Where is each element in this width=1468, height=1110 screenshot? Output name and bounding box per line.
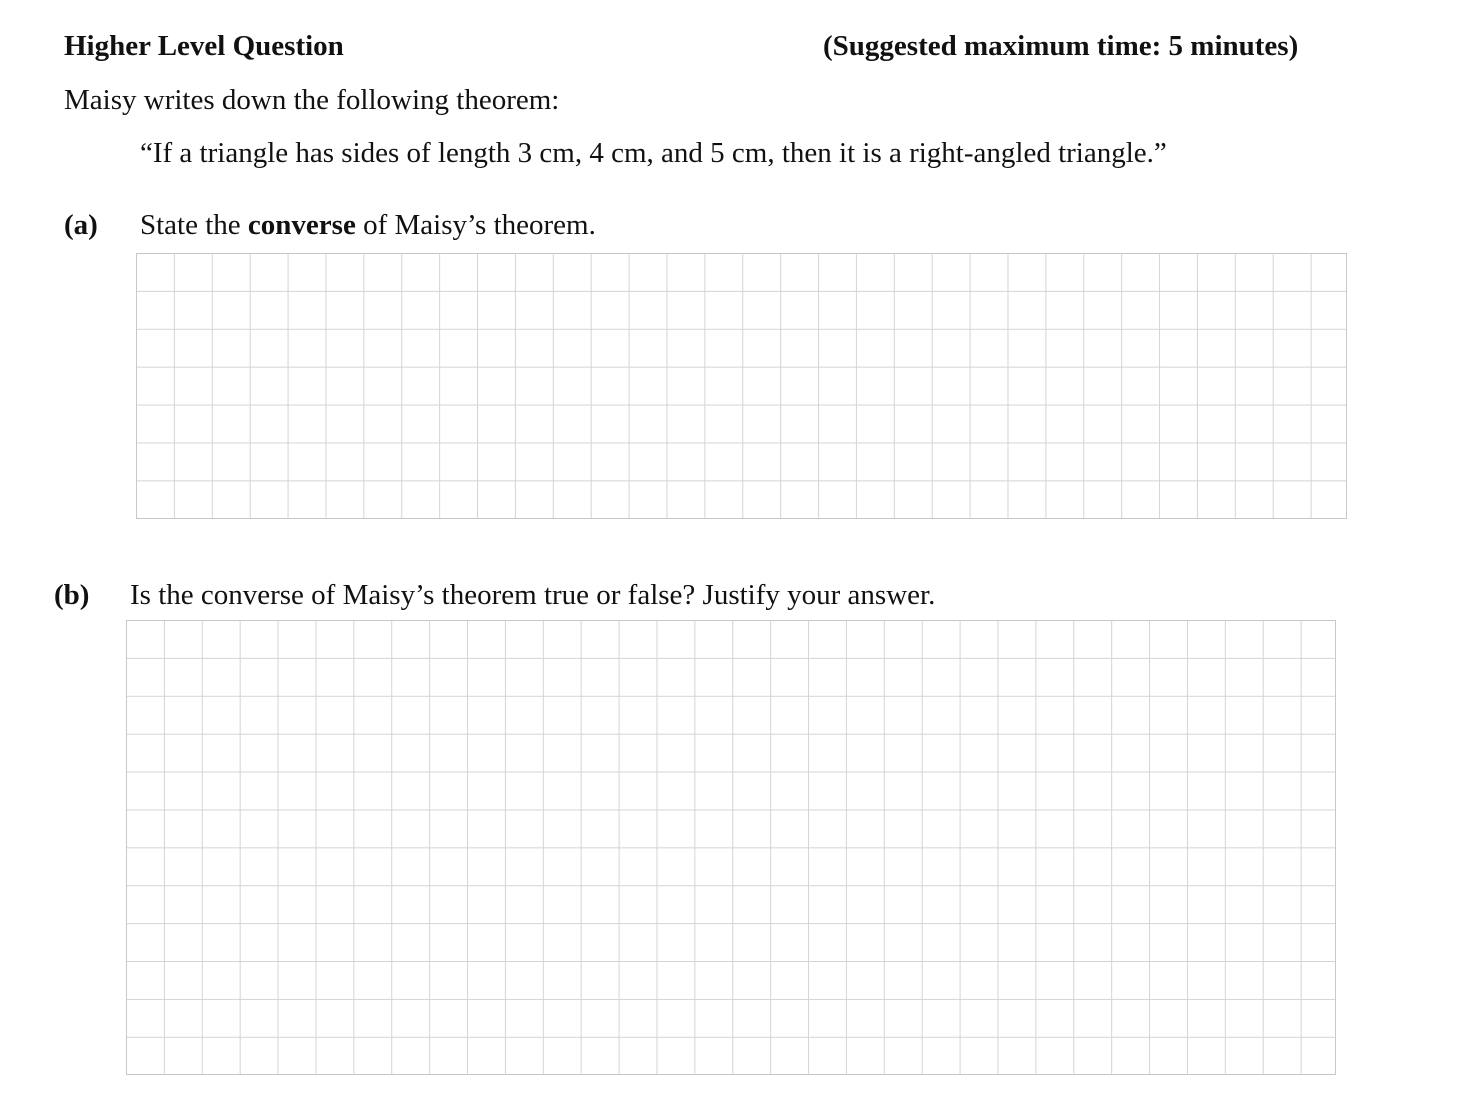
part-a-text-before: State the [140,209,248,241]
part-b-answer-grid[interactable] [126,620,1336,1075]
part-b-prompt: Is the converse of Maisy’s theorem true or false? Justify your answer. [130,579,936,611]
suggested-time-note: (Suggested maximum time: 5 minutes) [823,30,1299,62]
intro-text: Maisy writes down the following theorem: [64,84,560,116]
part-a-label: (a) [64,209,98,241]
theorem-statement: “If a triangle has sides of length 3 cm, 4 cm, and 5 cm, then it is a right-angled triangle.” [140,137,1167,169]
part-a-prompt [140,209,596,242]
part-b-label: (b) [54,579,90,611]
question-title: Higher Level Question [64,30,344,62]
part-a-text-after: of Maisy’s theorem. [355,209,596,241]
part-a-text-bold: converse [247,209,356,241]
part-a-answer-grid[interactable] [136,253,1347,519]
